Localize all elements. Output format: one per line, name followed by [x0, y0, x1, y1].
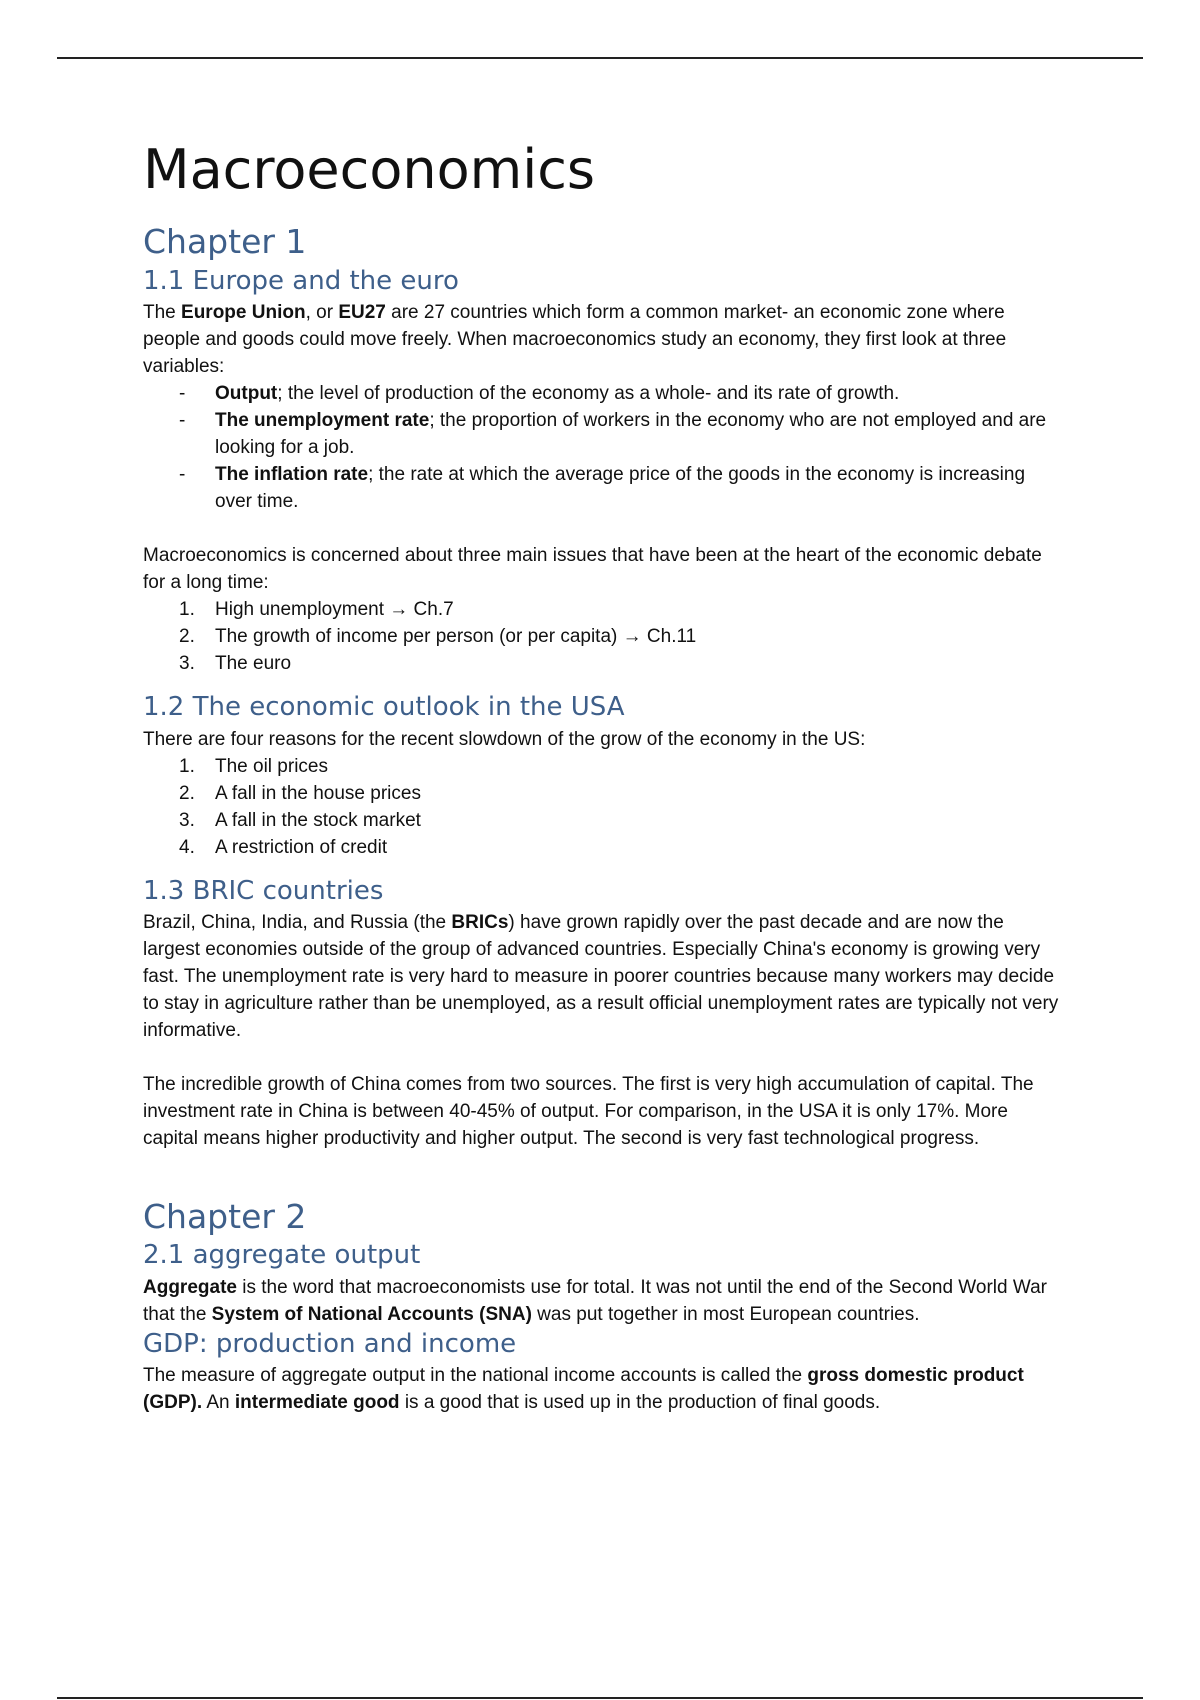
document-title: Macroeconomics	[143, 138, 596, 201]
list-item: 1. The oil prices	[179, 755, 328, 777]
list-item: 4. A restriction of credit	[179, 836, 388, 858]
main-issues-paragraph: Macroeconomics is concerned about three main issues that have been at the heart of the economic debate for a long time:	[143, 545, 1042, 594]
section-1-3-heading: 1.3 BRIC countries	[143, 875, 384, 906]
list-item: - Output; the level of production of the economy as a whole- and its rate of growth.	[179, 383, 900, 405]
slowdown-reasons-list	[143, 753, 1063, 861]
list-item: 2. The growth of income per person (or per capita) → Ch.11	[179, 626, 697, 648]
list-item: - The unemployment rate; the proportion of workers in the economy who are not employed and are looking for a job.	[179, 410, 1047, 459]
main-issues-list	[143, 596, 1063, 677]
gdp-heading: GDP: production and income	[143, 1328, 517, 1359]
chapter-1-heading: Chapter 1	[143, 222, 307, 262]
gdp-paragraph: The measure of aggregate output in the national income accounts is called the gross domestic product (GDP). An intermediate good is a good that is used up in the production of final goods.	[143, 1365, 1024, 1414]
variables-list	[143, 380, 1063, 515]
document-body	[143, 140, 1063, 1416]
list-item: 3. A fall in the stock market	[179, 809, 421, 831]
list-item: 1. High unemployment → Ch.7	[179, 599, 454, 621]
section-1-2-heading: 1.2 The economic outlook in the USA	[143, 692, 625, 723]
section-1-2-intro: There are four reasons for the recent slowdown of the grow of the economy in the US:	[143, 728, 866, 750]
section-1-1-intro: The Europe Union, or EU27 are 27 countries which form a common market- an economic zone where people and goods could move freely. When macroeconomics study an economy, they first look at three variables:	[143, 302, 1007, 378]
bric-paragraph: Brazil, China, India, and Russia (the BRICs) have grown rapidly over the past decade and are now the largest economies outside of the group of advanced countries. Especially China's economy is growing very fast. The unemployment rate is very hard to measure in poorer countries because many workers may decide to stay in agriculture rather than be unemployed, as a result official unemployment rates are typically not very informative.	[143, 912, 1059, 1042]
china-growth-paragraph: The incredible growth of China comes from two sources. The first is very high accumulation of capital. The investment rate in China is between 40-45% of output. For comparison, in the USA it is only 17%. More capital means higher productivity and higher output. The second is very fast technological progress.	[143, 1074, 1034, 1150]
section-1-1-heading: 1.1 Europe and the euro	[143, 265, 459, 296]
top-rule	[57, 57, 1143, 59]
list-item: 3. The euro	[179, 653, 292, 675]
list-item: - The inflation rate; the rate at which the average price of the goods in the economy is increasing over time.	[179, 464, 1026, 513]
list-item: 2. A fall in the house prices	[179, 782, 421, 804]
section-2-1-heading: 2.1 aggregate output	[143, 1240, 421, 1271]
chapter-2-heading: Chapter 2	[143, 1197, 307, 1237]
aggregate-paragraph: Aggregate is the word that macroeconomists use for total. It was not until the end of the Second World War that the System of National Accounts (SNA) was put together in most European countries.	[143, 1276, 1047, 1325]
bottom-rule	[57, 1697, 1143, 1699]
